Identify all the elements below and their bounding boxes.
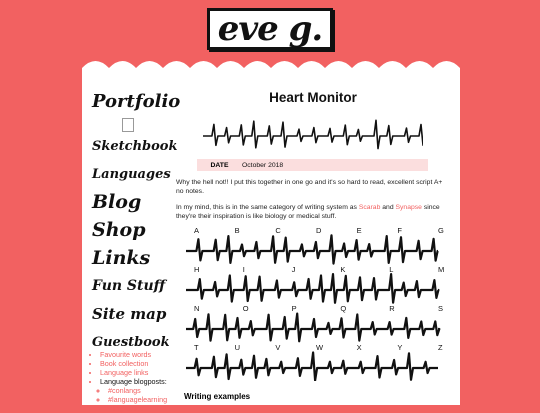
letter-label: C xyxy=(275,226,281,235)
site-logo[interactable] xyxy=(207,8,333,50)
letter-label: H xyxy=(194,265,200,274)
date-value: October 2018 xyxy=(242,161,284,169)
letter-label: R xyxy=(389,304,395,313)
main-content xyxy=(176,90,450,381)
site-header xyxy=(0,0,540,60)
letter-label: A xyxy=(194,226,200,235)
scarab-link[interactable]: Scarab xyxy=(358,204,381,211)
letter-label: L xyxy=(389,265,394,274)
category-text-1: In my mind, this is in the same category of writing system as xyxy=(176,204,359,211)
synapse-link[interactable]: Synapse xyxy=(395,204,422,211)
letter-label: K xyxy=(340,265,346,274)
page-title: Heart Monitor xyxy=(269,90,357,105)
tag-languagelearning[interactable]: #languagelearning xyxy=(108,395,168,404)
tag-conlangs[interactable]: #conlangs xyxy=(108,386,141,395)
letter-label: D xyxy=(316,226,322,235)
letter-label: S xyxy=(438,304,444,313)
category-text-3: since they're their inspiration is like biology or medical stuff. xyxy=(176,204,440,220)
date-label: DATE xyxy=(210,161,229,169)
letter-label: O xyxy=(242,304,249,313)
date-band xyxy=(197,159,428,171)
nav-list xyxy=(92,90,181,354)
nav-fun-stuff[interactable]: Fun Stuff xyxy=(92,278,166,294)
link-language-links[interactable]: Language links xyxy=(100,368,149,377)
intro-paragraph: Why the hell not!! I put this together in one go and it's so hard to read, excellent script A+ no notes. xyxy=(176,179,443,195)
letter-label: N xyxy=(194,304,200,313)
broken-image-icon xyxy=(122,118,134,132)
category-text-2: and xyxy=(380,204,396,211)
nav-links[interactable]: Links xyxy=(92,247,151,269)
writing-examples-heading: Writing examples xyxy=(184,392,251,401)
tag-linguistics[interactable]: #linguistics xyxy=(108,404,144,413)
letter-label: U xyxy=(234,343,241,352)
sidebar xyxy=(92,90,181,359)
ecg-row-trace xyxy=(186,235,438,263)
letter-label: T xyxy=(194,343,199,352)
letter-label: Z xyxy=(438,343,443,352)
letter-label: F xyxy=(397,226,402,235)
nav-portfolio[interactable]: Portfolio xyxy=(92,91,181,112)
ecg-row-trace xyxy=(186,314,439,342)
letter-label: G xyxy=(438,226,444,235)
ecg-row-trace xyxy=(186,353,438,381)
letter-label: Q xyxy=(340,304,347,313)
ecg-row-trace xyxy=(186,274,438,303)
nav-sketchbook[interactable]: Sketchbook xyxy=(92,139,178,154)
category-paragraph xyxy=(176,203,450,221)
letter-label: M xyxy=(438,265,445,274)
nav-blog[interactable]: Blog xyxy=(92,191,142,213)
letter-label: V xyxy=(275,343,281,352)
letter-label: E xyxy=(356,226,362,235)
blogposts-label: Language blogposts: xyxy=(100,377,167,386)
nav-guestbook[interactable]: Guestbook xyxy=(92,335,170,350)
nav-site-map[interactable]: Site map xyxy=(92,305,167,323)
letter-label: J xyxy=(291,265,296,274)
heart-monitor-alphabet-chart xyxy=(176,225,450,381)
letter-label: W xyxy=(316,343,324,352)
link-book-collection[interactable]: Book collection xyxy=(100,359,149,368)
nav-shop[interactable]: Shop xyxy=(92,219,146,241)
heart-monitor-title-graphic xyxy=(203,118,423,154)
letter-label: B xyxy=(234,226,240,235)
letter-label: I xyxy=(242,265,245,274)
logo-text: eve g. xyxy=(217,9,323,49)
link-favourite-words[interactable]: Favourite words xyxy=(100,350,152,359)
letter-label: P xyxy=(291,304,297,313)
letter-label: X xyxy=(356,343,362,352)
letter-label: Y xyxy=(397,343,403,352)
nav-languages[interactable]: Languages xyxy=(92,167,171,182)
